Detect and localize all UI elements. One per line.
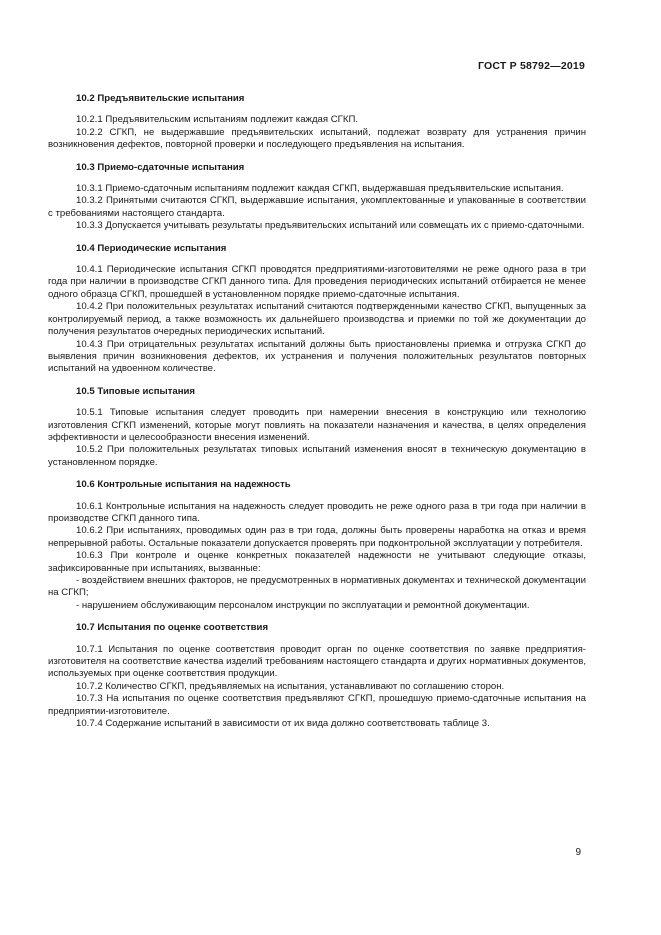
list-item: - нарушением обслуживающим персоналом инструкции по эксплуатации и ремонтной документации.	[76, 599, 530, 611]
section-10-5	[48, 386, 586, 469]
paragraph: 10.6.2 При испытаниях, проводимых один раз в три года, должны быть проверены наработка на отказ и время непрерывной работы. Остальные показатели допускается проверять при подконтрольной эксплуатации у потребителя.	[48, 525, 586, 549]
paragraph: 10.4.1 Периодические испытания СГКП проводятся предприятиями-изготовителями не реже одного раза в три года при наличии в производстве СГКП данного типа. Для проведения периодических испытаний отбирается не менее одного образца СГКП, прошедшей в установленном порядке приемо-сдаточные испытания.	[48, 264, 586, 300]
section-title: 10.4 Периодические испытания	[76, 242, 227, 254]
paragraph: 10.7.3 На испытания по оценке соответствия предъявляют СГКП, прошедшую приемо-сдаточные испытания на предприятии-изготовителе.	[48, 693, 586, 717]
paragraph: 10.4.2 При положительных результатах испытаний считаются подтвержденными качество СГКП, выпущенных за контролируемый период, а также возможность их дальнейшего производства и приемки по той же документации до получения результатов очередных периодических испытаний.	[48, 301, 586, 338]
paragraph: 10.4.3 При отрицательных результатах испытаний должны быть приостановлены приемка и отгрузка СГКП до выявления причин возникновения дефектов, их устранения и получения положительных результатов повторных испытаний на удвоенном количестве.	[48, 338, 586, 375]
paragraph: 10.3.3 Допускается учитывать результаты предъявительских испытаний или совмещать их с приемо-сдаточными.	[76, 220, 585, 232]
section-10-4	[48, 243, 586, 376]
paragraph: 10.2.1 Предъявительским испытаниям подлежит каждая СГКП.	[76, 114, 359, 126]
paragraph: 10.7.2 Количество СГКП, предъявляемых на испытания, устанавливают по соглашению сторон.	[76, 680, 505, 692]
document-body	[48, 93, 586, 740]
paragraph: 10.3.1 Приемо-сдаточным испытаниям подлежит каждая СГКП, выдержавшая предъявительские испытания.	[76, 183, 564, 195]
paragraph: 10.5.1 Типовые испытания следует проводить при намерении внесения в конструкцию или технологию изготовления СГКП изменений, которые могут повлиять на показатели назначения и качества, в целях определения эффективности и целесообразности внесения изменений.	[48, 407, 586, 443]
section-title: 10.6 Контрольные испытания на надежность	[76, 479, 291, 491]
paragraph: 10.5.2 При положительных результатах типовых испытаний изменения вносят в техническую документацию в установленном порядке.	[48, 444, 586, 468]
section-10-6	[48, 479, 586, 612]
paragraph: 10.7.4 Содержание испытаний в зависимости от их вида должно соответствовать таблице 3.	[76, 718, 490, 730]
section-10-3	[48, 162, 586, 233]
page-number: 9	[575, 847, 581, 858]
list-item: - воздействием внешних факторов, не предусмотренных в нормативных документах и технической документации на СГКП;	[48, 575, 586, 599]
paragraph: 10.6.1 Контрольные испытания на надежность следует проводить не реже одного раза в три года при наличии в производстве СГКП данного типа.	[48, 500, 586, 524]
section-title: 10.7 Испытания по оценке соответствия	[76, 622, 269, 634]
section-10-2	[48, 93, 586, 152]
section-10-7	[48, 622, 586, 730]
section-title: 10.2 Предъявительские испытания	[76, 93, 245, 104]
paragraph: 10.6.3 При контроле и оценке конкретных показателей надежности не учитывают следующие отказы, зафиксированные при испытаниях, вызванные:	[48, 550, 586, 574]
paragraph: 10.3.2 Принятыми считаются СГКП, выдержавшие испытания, укомплектованные и упакованные в соответствии с требованиями настоящего стандарта.	[48, 195, 586, 219]
standard-id: ГОСТ Р 58792—2019	[477, 60, 585, 72]
paragraph: 10.7.1 Испытания по оценке соответствия проводит орган по оценке соответствия по заявке предприятия-изготовителя на соответствие качества изделий требованиям настоящего стандарта и других нормативных документов, используемых при оценке соответствия продукции.	[48, 643, 586, 680]
section-title: 10.5 Типовые испытания	[76, 385, 196, 397]
section-title: 10.3 Приемо-сдаточные испытания	[76, 161, 245, 173]
paragraph: 10.2.2 СГКП, не выдержавшие предъявительских испытаний, подлежат возврату для устранения причин возникновения дефектов, повторной проверки и последующего предъявления на испытания.	[48, 126, 586, 151]
